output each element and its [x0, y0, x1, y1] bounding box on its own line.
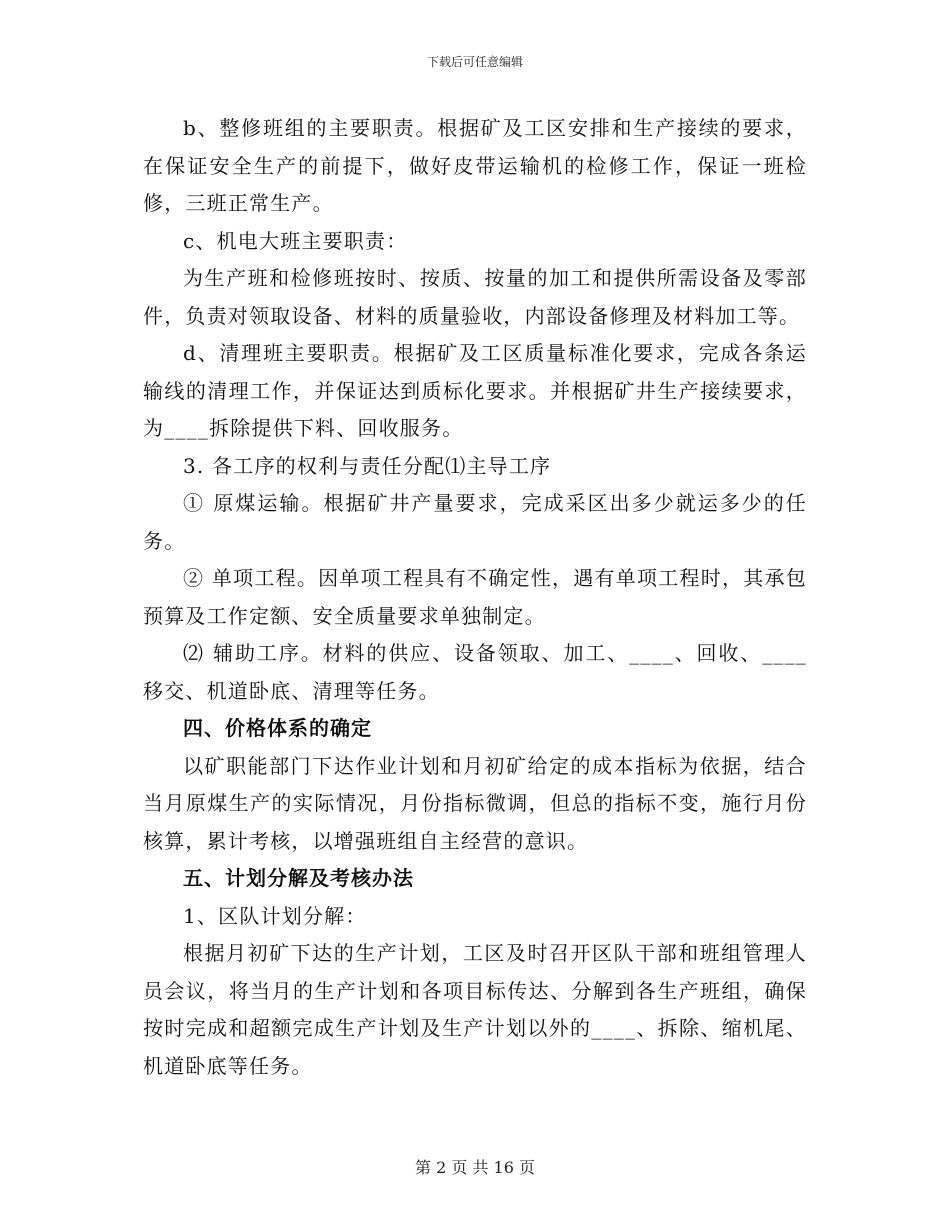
paragraph-auxiliary-process: ⑵ 辅助工序。材料的供应、设备领取、加工、____、回收、____移交、机道卧底、清理等任务。 [143, 641, 807, 703]
paragraph-b-maintenance-duties: b、整修班组的主要职责。根据矿及工区安排和生产接续的要求，在保证安全生产的前提下，做好皮带运输机的检修工作，保证一班检修，三班正常生产。 [143, 116, 807, 215]
section-heading-pricing: 四、价格体系的确定 [183, 716, 372, 740]
paragraph-team-plan-title: 1、区队计划分解： [183, 903, 367, 928]
paragraph-team-plan-details: 根据月初矿下达的生产计划，工区及时召开区队干部和班组管理人员会议，将当月的生产计划和各项目标传达、分解到各生产班组，确保按时完成和超额完成生产计划及生产计划以外的____、拆除、缩机尾、机道卧底等任务。 [143, 941, 807, 1078]
paragraph-c-duties: 为生产班和检修班按时、按质、按量的加工和提供所需设备及零部件，负责对领取设备、材料的质量验收，内部设备修理及材料加工等。 [143, 266, 807, 328]
paragraph-single-project: ② 单项工程。因单项工程具有不确定性，遇有单项工程时，其承包预算及工作定额、安全质量要求单独制定。 [143, 566, 807, 628]
paragraph-coal-transport: ① 原煤运输。根据矿井产量要求，完成采区出多少就运多少的任务。 [143, 491, 807, 553]
document-body [143, 110, 807, 1085]
paragraph-d-cleaning-duties: d、清理班主要职责。根据矿及工区质量标准化要求，完成各条运输线的清理工作，并保证达到质标化要求。并根据矿井生产接续要求，为____拆除提供下料、回收服务。 [143, 341, 807, 440]
page-number-footer: 第 2 页 共 16 页 [415, 1158, 535, 1177]
page-header-note: 下载后可任意编辑 [426, 55, 523, 69]
section-heading-plan-assessment: 五、计划分解及考核办法 [183, 866, 414, 890]
paragraph-pricing-basis: 以矿职能部门下达作业计划和月初矿给定的成本指标为依据，结合当月原煤生产的实际情况，月份指标微调，但总的指标不变，施行月份核算，累计考核，以增强班组自主经营的意识。 [143, 753, 807, 853]
paragraph-process-rights: 3. 各工序的权利与责任分配⑴主导工序 [183, 453, 552, 478]
paragraph-c-title: c、机电大班主要职责： [183, 228, 408, 253]
